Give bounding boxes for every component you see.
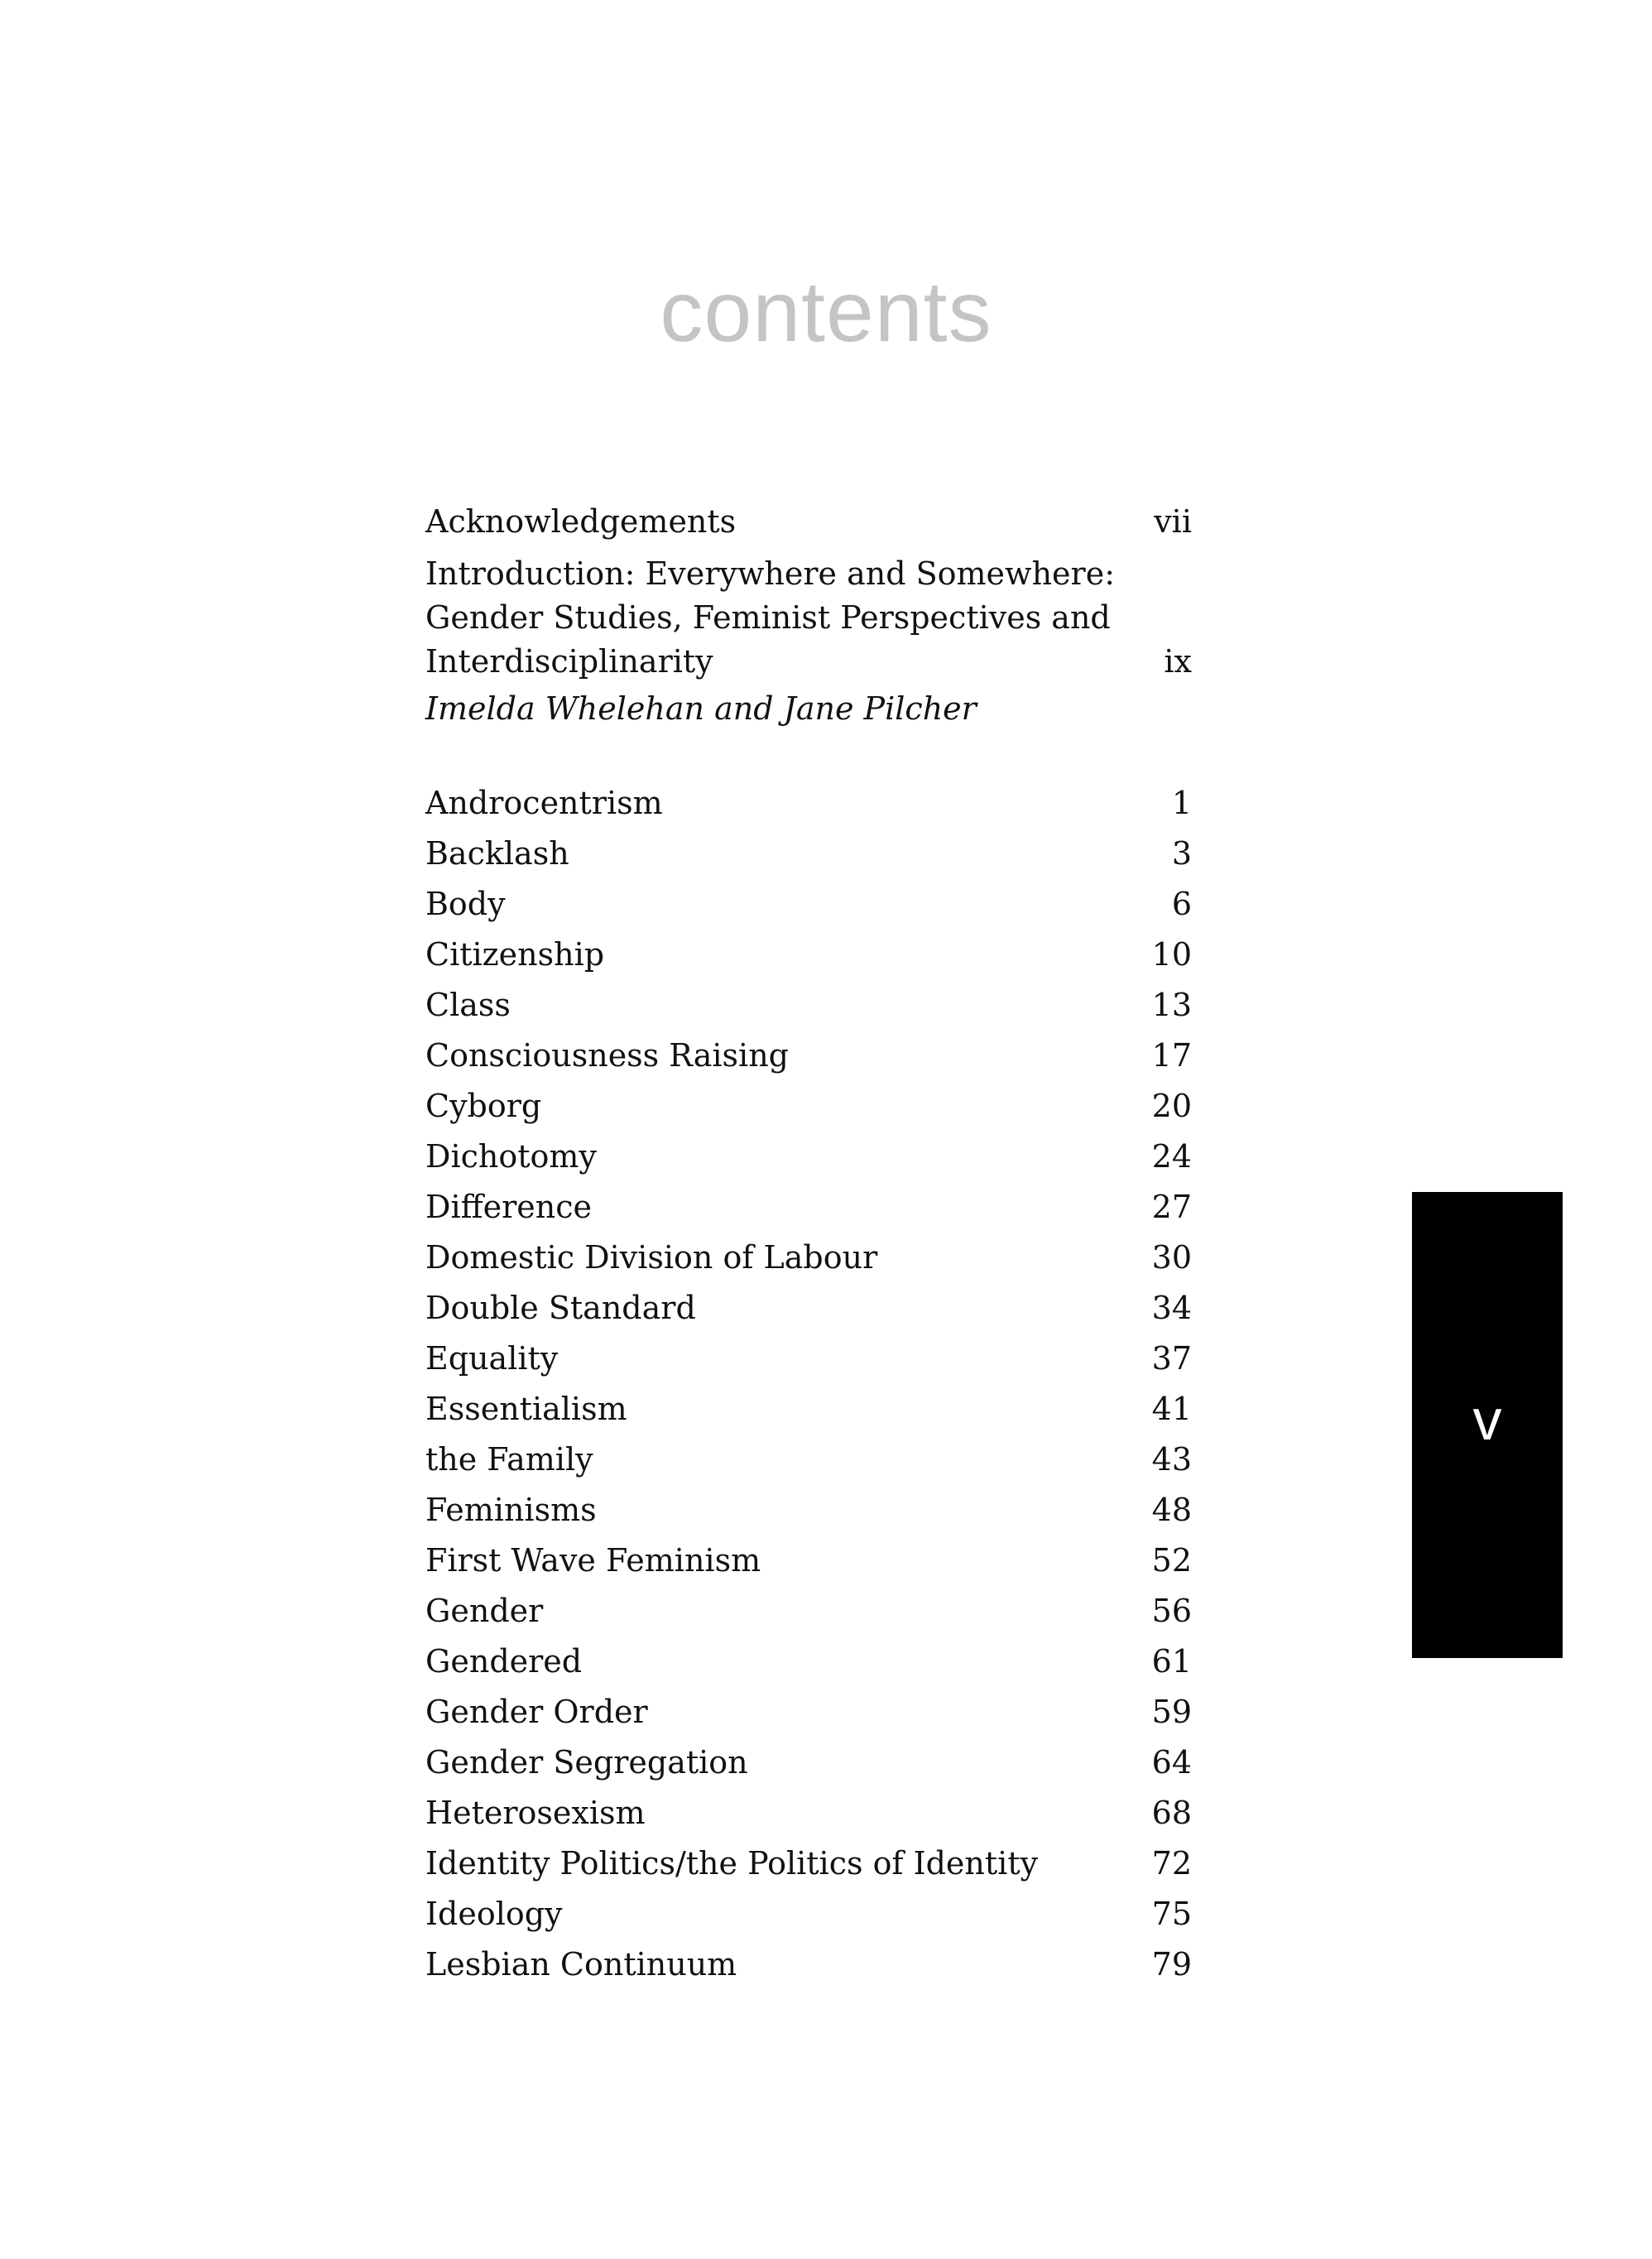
toc-entry-page: 75 — [1151, 1896, 1192, 1932]
toc-entry-label: Domestic Division of Labour — [425, 1239, 878, 1276]
toc-entry-label: Gender Order — [425, 1694, 648, 1730]
toc-entry-label: Difference — [425, 1189, 593, 1225]
toc-entry[interactable] — [425, 1738, 1192, 1788]
toc-entry[interactable] — [425, 778, 1192, 829]
page-number: v — [1472, 1387, 1502, 1452]
toc-entry-page: 61 — [1151, 1643, 1192, 1680]
toc-entry[interactable] — [425, 1586, 1192, 1637]
toc-entry-label: Class — [425, 987, 511, 1023]
toc-entry[interactable] — [425, 1334, 1192, 1384]
toc-entry[interactable] — [425, 1485, 1192, 1536]
toc-entry-label: Lesbian Continuum — [425, 1946, 737, 1983]
toc-entry-label: First Wave Feminism — [425, 1542, 761, 1579]
toc-entry-label: Acknowledgements — [425, 503, 737, 540]
toc-entry-page: 37 — [1151, 1340, 1192, 1377]
toc-entry-label: Dichotomy — [425, 1138, 597, 1175]
toc-entry[interactable] — [425, 1132, 1192, 1182]
toc-entry[interactable] — [425, 1031, 1192, 1081]
toc-entry-page: ix — [1164, 643, 1192, 680]
toc-entry-label: the Family — [425, 1441, 593, 1478]
toc-entry-page: 48 — [1151, 1492, 1192, 1528]
toc-entry-label: Body — [425, 886, 506, 922]
toc-entry-page: 52 — [1151, 1542, 1192, 1579]
toc-entry-label: Feminisms — [425, 1492, 597, 1528]
toc-entry-page: 10 — [1151, 936, 1192, 973]
toc-entry-label-line: Introduction: Everywhere and Somewhere: — [425, 555, 1115, 592]
toc-entry-page: vii — [1154, 503, 1192, 540]
toc-entry-page: 1 — [1171, 785, 1192, 821]
toc-entry[interactable] — [425, 1889, 1192, 1939]
toc-entry[interactable] — [425, 1788, 1192, 1838]
toc-entry-page: 79 — [1151, 1946, 1192, 1983]
toc-entry-page: 64 — [1151, 1744, 1192, 1781]
toc-entry[interactable] — [425, 1435, 1192, 1485]
toc-entry-page: 6 — [1171, 886, 1192, 922]
toc-entry[interactable] — [425, 1384, 1192, 1435]
toc-entry[interactable] — [425, 1687, 1192, 1738]
toc-entry-label: Gender — [425, 1593, 544, 1629]
toc-entry-label: Identity Politics/the Politics of Identity — [425, 1845, 1039, 1882]
toc-entry-label: Consciousness Raising — [425, 1037, 790, 1074]
toc-entry-label-line: Interdisciplinarity — [425, 643, 713, 680]
toc-entry-page: 27 — [1151, 1189, 1192, 1225]
toc-entry-label: Double Standard — [425, 1290, 696, 1326]
toc-entry[interactable] — [425, 1233, 1192, 1283]
toc-entry[interactable] — [425, 1637, 1192, 1687]
toc-entry-page: 59 — [1151, 1694, 1192, 1730]
toc-entry-label: Gender Segregation — [425, 1744, 748, 1781]
toc-entry[interactable] — [425, 1081, 1192, 1132]
toc-entry[interactable] — [425, 1939, 1192, 1990]
toc-entry-page: 56 — [1151, 1593, 1192, 1629]
toc-entry[interactable] — [425, 1283, 1192, 1334]
toc-entry-page: 17 — [1151, 1037, 1192, 1074]
toc-entry[interactable] — [425, 930, 1192, 980]
folio-tab — [1412, 1192, 1563, 1658]
toc-entry-page: 20 — [1151, 1088, 1192, 1124]
toc-entry-authors: Imelda Whelehan and Jane Pilcher — [425, 690, 977, 727]
toc-entry-page: 30 — [1151, 1239, 1192, 1276]
toc-entry-label: Cyborg — [425, 1088, 542, 1124]
toc-entry-page: 68 — [1151, 1795, 1192, 1831]
toc-entry-label: Essentialism — [425, 1391, 627, 1427]
toc-entry-label: Gendered — [425, 1643, 583, 1680]
toc-entry[interactable] — [425, 879, 1192, 930]
toc-entry-label: Ideology — [425, 1896, 563, 1932]
toc-entry-label: Backlash — [425, 835, 569, 872]
toc-entry[interactable] — [425, 980, 1192, 1031]
toc-entry-page: 43 — [1151, 1441, 1192, 1478]
toc-entry-page: 3 — [1171, 835, 1192, 872]
toc-entry-page: 24 — [1151, 1138, 1192, 1175]
toc-entry-page: 34 — [1151, 1290, 1192, 1326]
toc-entry[interactable] — [425, 1182, 1192, 1233]
toc-entry-label: Heterosexism — [425, 1795, 646, 1831]
table-of-contents — [425, 0, 1192, 2259]
toc-entry-label: Equality — [425, 1340, 559, 1377]
page-title: contents — [660, 264, 992, 360]
toc-entry[interactable] — [425, 1838, 1192, 1889]
toc-entry-page: 13 — [1151, 987, 1192, 1023]
toc-entry-page: 72 — [1151, 1845, 1192, 1882]
toc-entry-page: 41 — [1151, 1391, 1192, 1427]
toc-entry[interactable] — [425, 829, 1192, 879]
toc-entry-label-line: Gender Studies, Feminist Perspectives and — [425, 599, 1111, 636]
toc-entry[interactable] — [425, 1536, 1192, 1586]
toc-entry-label: Citizenship — [425, 936, 605, 973]
toc-entry-acknowledgements[interactable] — [425, 497, 1192, 547]
toc-entry-label: Androcentrism — [425, 785, 663, 821]
